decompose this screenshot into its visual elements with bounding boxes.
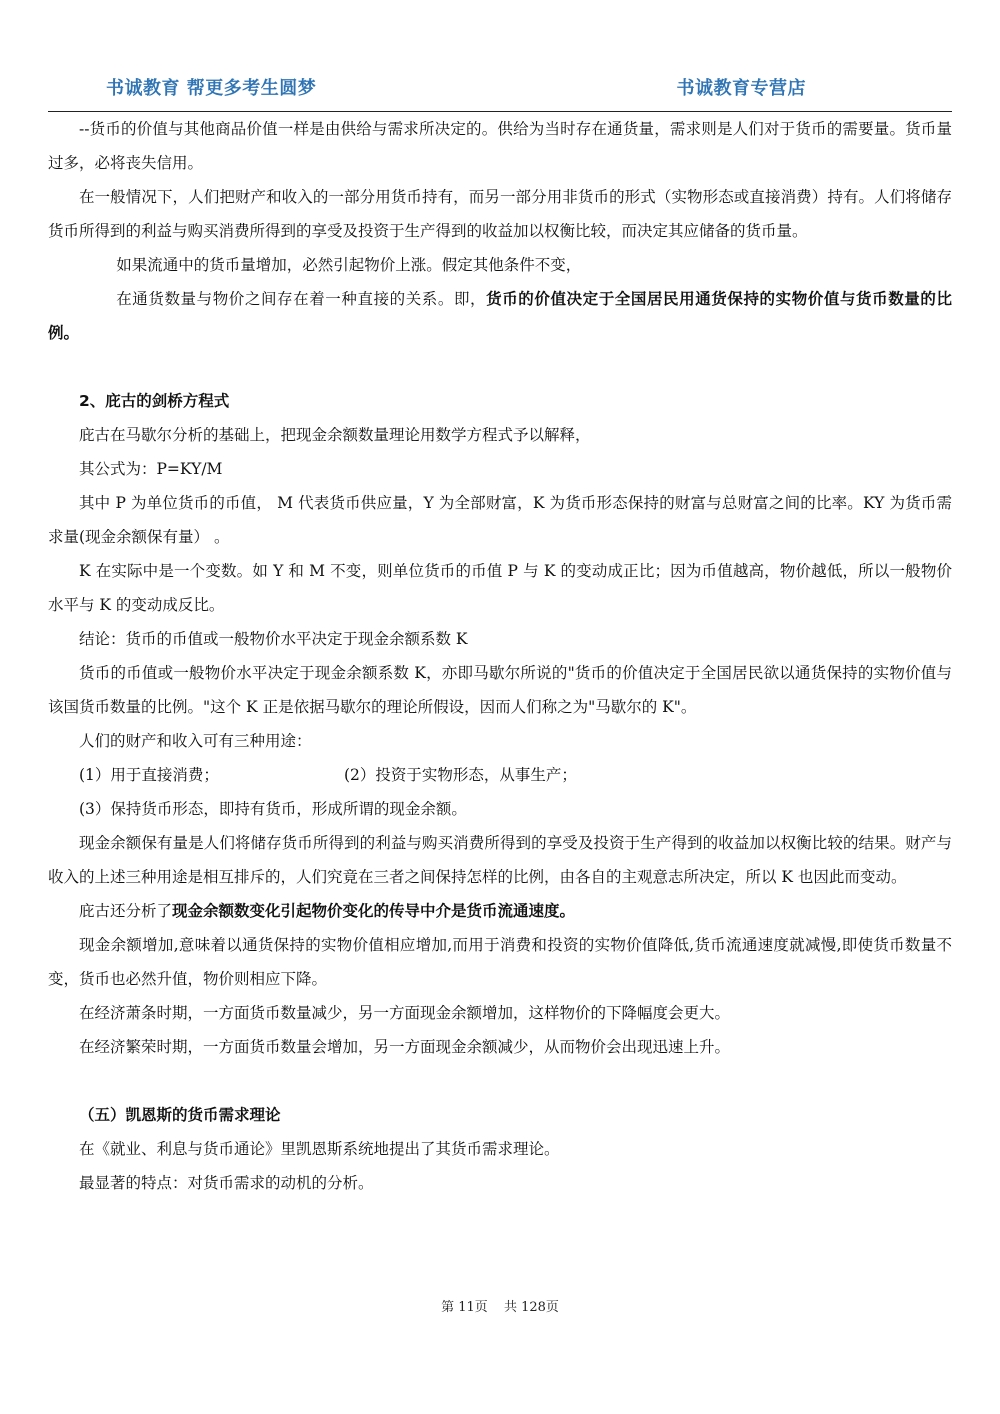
paragraph: K 在实际中是一个变数。如 Y 和 M 不变，则单位货币的币值 P 与 K 的变动成正比；因为币值越高，物价越低，所以一般物价水平与 K 的变动成反比。 — [48, 562, 952, 614]
page-number: 第 11页 — [441, 1300, 488, 1315]
section-heading-pigou: 2、庇古的剑桥方程式 — [79, 392, 230, 410]
total-pages: 共 128页 — [503, 1300, 559, 1315]
paragraph: 如果流通中的货币量增加，必然引起物价上涨。假定其他条件不变， — [116, 256, 582, 274]
page-footer — [0, 1296, 1000, 1315]
paragraph-text: 在通货数量与物价之间存在着一种直接的关系。即， — [116, 290, 487, 308]
header-store-name: 书诚教育专营店 — [676, 78, 806, 99]
paragraph: 庇古在马歇尔分析的基础上，把现金余额数量理论用数学方程式予以解释， — [79, 426, 591, 444]
paragraph: 在经济萧条时期，一方面货币数量减少，另一方面现金余额增加，这样物价的下降幅度会更大。 — [79, 1004, 731, 1022]
spacer — [48, 350, 952, 384]
paragraph: 货币的币值或一般物价水平决定于现金余额系数 K，亦即马歇尔所说的"货币的价值决定于全国居民欲以通货保持的实物价值与该国货币数量的比例。"这个 K 正是依据马歇尔的理论所假设，因而人们称之为"马歇尔的 K"。 — [48, 664, 952, 716]
document-body — [48, 112, 952, 1200]
paragraph: 现金余额增加,意味着以通货保持的实物价值相应增加,而用于消费和投资的实物价值降低,货币流通速度就减慢,即使货币数量不变，货币也必然升值，物价则相应下降。 — [48, 936, 952, 988]
paragraph: 现金余额保有量是人们将储存货币所得到的利益与购买消费所得到的享受及投资于生产得到的收益加以权衡比较的结果。财产与收入的上述三种用途是相互排斥的，人们究竟在三者之间保持怎样的比例，由各自的主观意志所决定，所以 K 也因此而变动。 — [48, 834, 952, 886]
paragraph: 最显著的特点：对货币需求的动机的分析。 — [79, 1174, 374, 1192]
bold-conclusion: 货币的价值决定于全国居民用通货保持的实物价值与货币数量的比例。 — [48, 289, 952, 342]
paragraph: 结论：货币的币值或一般物价水平决定于现金余额系数 K — [79, 630, 468, 648]
paragraph: 人们的财产和收入可有三种用途： — [79, 732, 312, 750]
paragraph-text: 庇古还分析了 — [79, 902, 173, 920]
paragraph: 在经济繁荣时期，一方面货币数量会增加，另一方面现金余额减少，从而物价会出现迅速上升。 — [79, 1038, 731, 1056]
header-slogan: 书诚教育 帮更多考生圆梦 — [106, 78, 317, 99]
section-heading-keynes: （五）凯恩斯的货币需求理论 — [79, 1106, 281, 1124]
paragraph: 在《就业、利息与货币通论》里凯恩斯系统地提出了其货币需求理论。 — [79, 1140, 560, 1158]
use-item-1: (1）用于直接消费； — [79, 766, 219, 784]
uses-list-row — [48, 758, 952, 792]
paragraph — [48, 894, 952, 928]
use-item-2: (2）投资于实物形态，从事生产； — [344, 766, 577, 784]
page-header — [48, 68, 952, 110]
use-item-3: (3）保持货币形态，即持有货币，形成所谓的现金余额。 — [79, 800, 467, 818]
paragraph: 其中 P 为单位货币的币值， M 代表货币供应量，Y 为全部财富，K 为货币形态保持的财富与总财富之间的比率。KY 为货币需求量(现金余额保有量） 。 — [48, 494, 952, 546]
paragraph — [48, 282, 952, 350]
paragraph: 在一般情况下，人们把财产和收入的一部分用货币持有，而另一部分用非货币的形式（实物形态或直接消费）持有。人们将储存货币所得到的利益与购买消费所得到的享受及投资于生产得到的收益加以权衡比较，而决定其应储备的货币量。 — [48, 188, 952, 240]
paragraph: --货币的价值与其他商品价值一样是由供给与需求所决定的。供给为当时存在通货量，需求则是人们对于货币的需要量。货币量过多，必将丧失信用。 — [48, 120, 952, 172]
spacer — [48, 1064, 952, 1098]
bold-conclusion: 现金余额数变化引起物价变化的传导中介是货币流通速度。 — [172, 901, 576, 920]
formula-paragraph: 其公式为：P=KY/M — [79, 460, 223, 478]
